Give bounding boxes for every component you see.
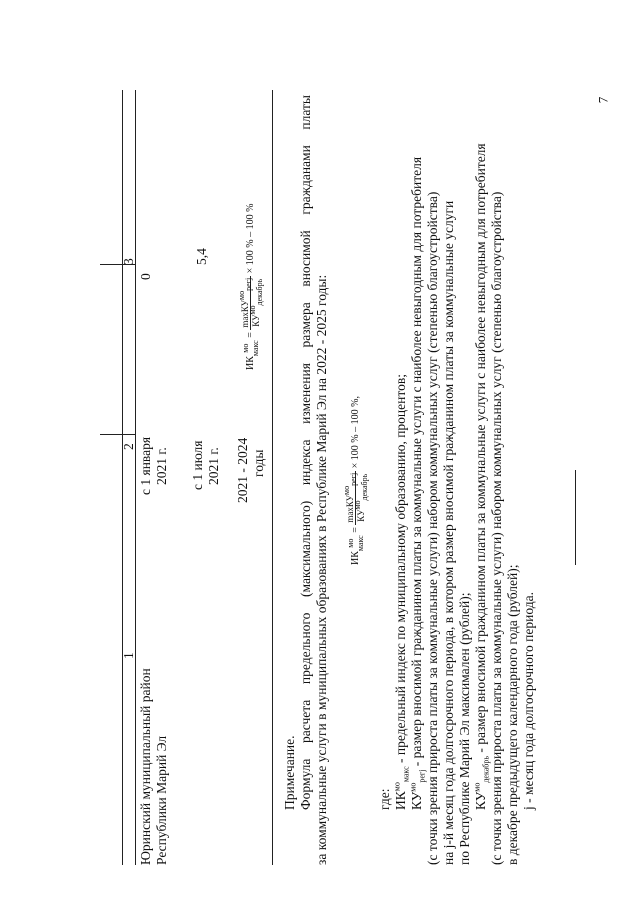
note-paragraph-line2: за коммунальные услуги в муниципальных образованиях в Республике Марий Эл на 2022 - 2025 годы: bbox=[314, 274, 329, 865]
table-formula-eq: = bbox=[244, 332, 256, 338]
table-formula bbox=[237, 203, 264, 370]
table-formula-num: maxКУ bbox=[240, 299, 250, 328]
table-top-rule bbox=[122, 90, 123, 865]
definition-3-sup: мо bbox=[472, 782, 482, 792]
table-formula-den-sub: декабрь bbox=[254, 278, 264, 306]
definition-2-text: - размер вносимой гражданином платы за коммунальные услуги с наиболее невыгодным для потребителя bbox=[409, 156, 424, 770]
main-formula-num: maxКУ bbox=[345, 494, 355, 523]
definition-1 bbox=[393, 374, 409, 810]
period-1-line2: 2021 г. bbox=[154, 447, 169, 485]
period-1-value: 0 bbox=[138, 273, 153, 280]
table-formula-den: КУ bbox=[251, 314, 261, 327]
definition-3-sub: декабрь bbox=[481, 755, 491, 783]
municipality-region: Республики Марий Эл bbox=[154, 735, 169, 865]
table-formula-lhs-sup: мо bbox=[240, 343, 250, 353]
main-formula-lhs-sup: мо bbox=[345, 538, 355, 548]
table-formula-tail: × 100 % – 100 % bbox=[244, 203, 256, 274]
table-formula-fraction bbox=[237, 276, 264, 330]
definition-4: j - месяц года долгосрочного периода. bbox=[521, 592, 536, 810]
definition-1-sub: макс bbox=[401, 766, 411, 783]
table-column-divider-1 bbox=[100, 434, 136, 435]
definition-2-line4: по Республике Марий Эл максимален (рублей); bbox=[457, 592, 472, 865]
main-formula-num-sup: мо bbox=[342, 485, 351, 495]
definition-3 bbox=[473, 143, 489, 810]
main-formula bbox=[342, 396, 369, 565]
table-formula-lhs: ИК bbox=[244, 356, 256, 370]
note-paragraph-line1: Формула расчета предельного (максимального) индекса изменения размера вносимой гражданами платы bbox=[298, 95, 313, 810]
main-formula-den-sup: мо bbox=[353, 500, 362, 510]
period-2-value: 5,4 bbox=[194, 248, 209, 265]
table-header-col-1: 1 bbox=[121, 652, 136, 659]
period-2-line2: 2021 г. bbox=[206, 447, 221, 485]
main-formula-eq: = bbox=[349, 527, 361, 533]
table-bottom-rule bbox=[272, 90, 273, 865]
table-formula-den-sup: мо bbox=[248, 305, 257, 315]
note-title: Примечание. bbox=[282, 735, 297, 810]
definition-3-line3: в декабре предыдущего календарного года (рублей); bbox=[505, 564, 520, 865]
definition-1-text: - предельный индекс по муниципальному образованию, процентов; bbox=[393, 374, 408, 767]
main-formula-tail: × 100 % – 100 %, bbox=[349, 396, 361, 469]
main-formula-den: КУ bbox=[356, 509, 366, 522]
definition-2-symbol: КУ bbox=[409, 791, 424, 810]
where-label: где: bbox=[377, 788, 392, 810]
definition-3-symbol: КУ bbox=[473, 791, 488, 810]
definition-2-sub: pегj bbox=[417, 769, 427, 783]
main-formula-lhs: ИК bbox=[349, 551, 361, 565]
page-number: 7 bbox=[594, 96, 610, 104]
municipality-name: Юринский муниципальный район bbox=[138, 668, 153, 865]
table-formula-num-sub: pегj bbox=[243, 277, 253, 291]
main-formula-fraction bbox=[342, 471, 369, 525]
table-formula-num-sup: мо bbox=[237, 290, 246, 300]
period-1-line1: с 1 января bbox=[138, 436, 153, 495]
definition-3-line2: (с точки зрения прироста платы за коммунальные услуги) набором коммунальных услуг (степенью благоустройства) bbox=[489, 191, 504, 865]
definition-2-line3: на j-й месяц года долгосрочного периода, в котором размер вносимой гражданином платы за коммунальные услуги bbox=[441, 200, 456, 865]
table-header-col-3: 3 bbox=[121, 258, 136, 265]
end-separator bbox=[575, 470, 576, 565]
table-header-col-2: 2 bbox=[121, 443, 136, 450]
table-header-rule bbox=[135, 90, 136, 865]
definition-3-text: - размер вносимой гражданином платы за коммунальные услуги с наиболее невыгодным для потребителя bbox=[473, 143, 488, 756]
definition-2-line2: (с точки зрения прироста платы за коммунальные услуги) набором коммунальных услуг (степенью благоустройства) bbox=[425, 191, 440, 865]
period-2-line1: с 1 июля bbox=[190, 440, 205, 490]
main-formula-lhs-sub: макс bbox=[355, 535, 365, 552]
definition-1-sup: мо bbox=[392, 782, 402, 792]
main-formula-num-sub: pегj bbox=[348, 472, 358, 486]
definition-2 bbox=[409, 157, 425, 810]
definition-2-sup: мо bbox=[408, 782, 418, 792]
period-3-line1: 2021 - 2024 bbox=[235, 437, 250, 503]
definition-1-symbol: ИК bbox=[393, 791, 408, 810]
table-formula-lhs-sub: макс bbox=[250, 340, 260, 357]
period-3-line2: годы bbox=[251, 449, 266, 477]
main-formula-den-sub: декабрь bbox=[359, 473, 369, 501]
